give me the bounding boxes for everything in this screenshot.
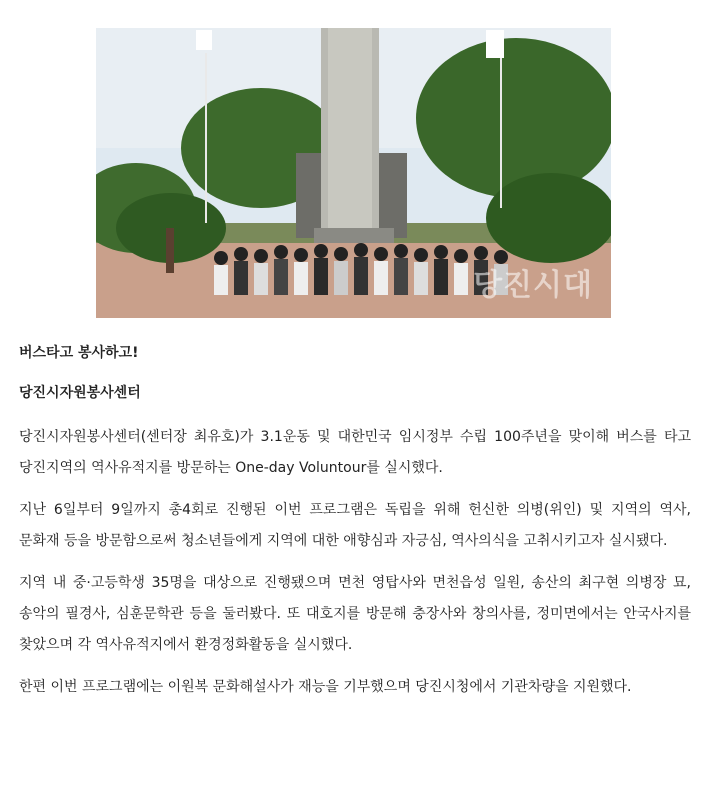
- article-paragraph: 한편 이번 프로그램에는 이원복 문화해설사가 재능을 기부했으며 당진시청에서 기관차량을 지원했다.: [19, 679, 632, 695]
- article-paragraph: 지난 6일부터 9일까지 총4회로 진행된 이번 프로그램은 독립을 위해 헌신한 의병(위인) 및 지역의 역사, 문화재 등을 방문함으로써 청소년들에게 지역에 대한 애향심과 자긍심, 역사의식을 고취시키고자 실시됐다.: [19, 502, 691, 549]
- article-paragraph: 당진시자원봉사센터(센터장 최유호)가 3.1운동 및 대한민국 임시정부 수립 100주년을 맞이해 버스를 타고 당진지역의 역사유적지를 방문하는 One-day Voluntour를 실시했다.: [19, 429, 691, 476]
- article-body: [19, 342, 691, 714]
- article-paragraph: 지역 내 중·고등학생 35명을 대상으로 진행됐으며 면천 영탑사와 면천읍성 일원, 송산의 최구현 의병장 묘, 송악의 필경사, 심훈문학관 등을 둘러봤다. 또 대호지를 방문해 충장사와 창의사를, 정미면에서는 안국사지를 찾았으며 각 역사유적지에서 환경정화활동을 실시했다.: [19, 575, 691, 653]
- article-title: 버스타고 봉사하고!: [19, 345, 139, 361]
- article-photo: [96, 28, 611, 318]
- photo-watermark: 당진시대: [473, 269, 593, 302]
- article-organization: 당진시자원봉사센터: [19, 385, 141, 401]
